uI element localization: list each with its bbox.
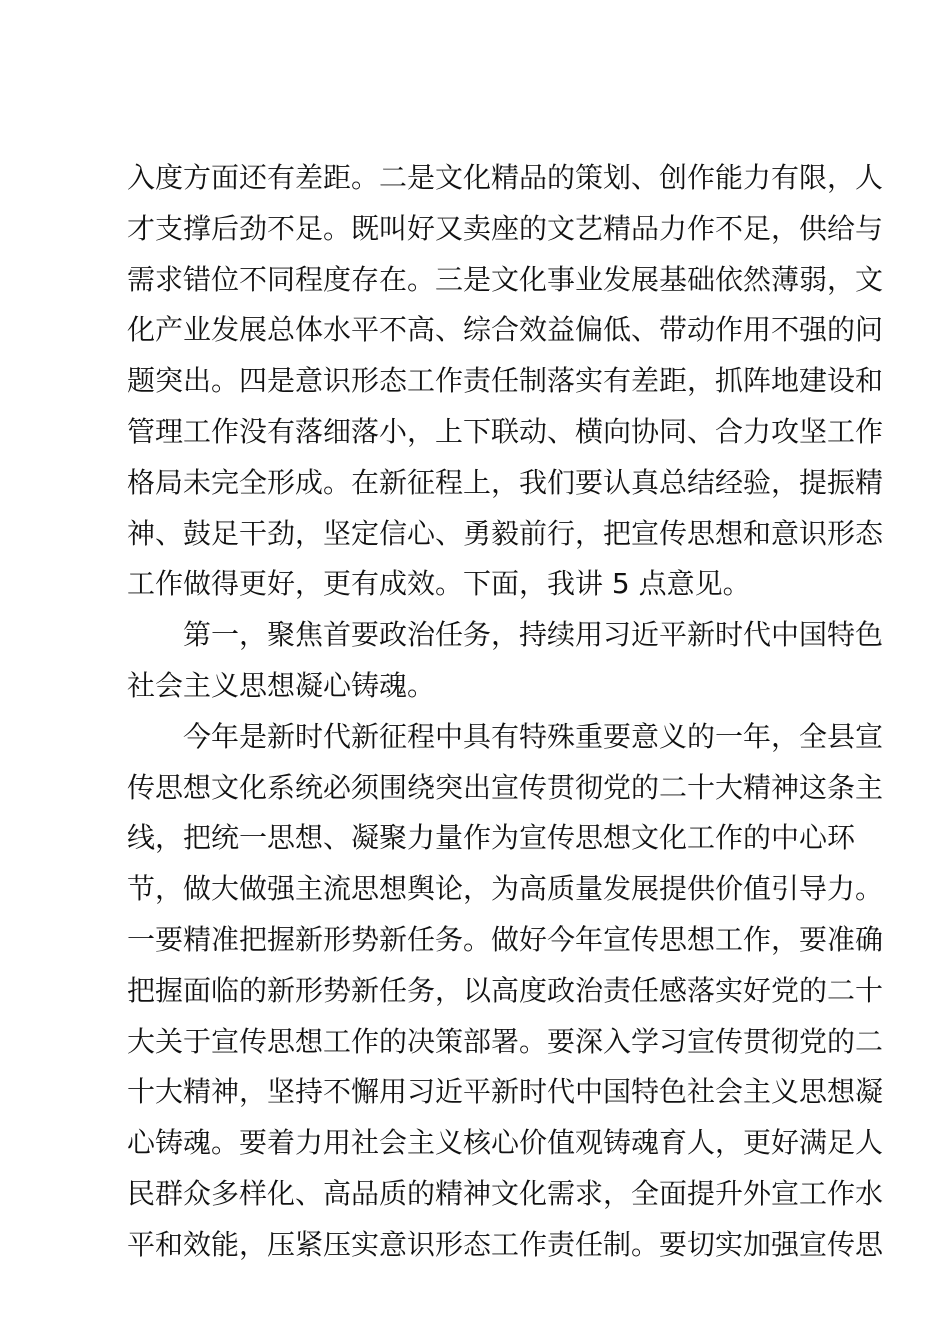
- text-line: 社会主义思想凝心铸魂。: [127, 668, 436, 702]
- text-line: 神、鼓足干劲，坚定信心、勇毅前行，把宣传思想和意识形态: [127, 516, 884, 550]
- text-line-indented: 今年是新时代新征程中具有特殊重要意义的一年，全县宣: [183, 719, 884, 753]
- text-line: 民群众多样化、高品质的精神文化需求，全面提升外宣工作水: [127, 1176, 884, 1210]
- text-line: 化产业发展总体水平不高、综合效益偏低、带动作用不强的问: [127, 313, 884, 347]
- text-line: 节，做大做强主流思想舆论，为高质量发展提供价值引导力。: [127, 872, 884, 906]
- text-line: 管理工作没有落细落小，上下联动、横向协同、合力攻坚工作: [127, 414, 884, 448]
- text-line: 大关于宣传思想工作的决策部署。要深入学习宣传贯彻党的二: [127, 1024, 884, 1058]
- text-line: 工作做得更好，更有成效。下面，我讲 5 点意见。: [127, 567, 751, 601]
- text-line: 平和效能，压紧压实意识形态工作责任制。要切实加强宣传思: [127, 1227, 884, 1261]
- text-line: 才支撑后劲不足。既叫好又卖座的文艺精品力作不足，供给与: [127, 211, 884, 245]
- text-line: 传思想文化系统必须围绕突出宣传贯彻党的二十大精神这条主: [127, 770, 884, 804]
- text-line: 线，把统一思想、凝聚力量作为宣传思想文化工作的中心环: [127, 821, 856, 855]
- text-line: 题突出。四是意识形态工作责任制落实有差距，抓阵地建设和: [127, 364, 884, 398]
- text-line: 需求错位不同程度存在。三是文化事业发展基础依然薄弱，文: [127, 262, 884, 296]
- text-line: 入度方面还有差距。二是文化精品的策划、创作能力有限，人: [127, 161, 884, 194]
- text-line: 一要精准把握新形势新任务。做好今年宣传思想工作，要准确: [127, 922, 884, 956]
- text-line: 格局未完全形成。在新征程上，我们要认真总结经验，提振精: [127, 465, 884, 499]
- text-line: 把握面临的新形势新任务，以高度政治责任感落实好党的二十: [127, 973, 884, 1007]
- text-line: 心铸魂。要着力用社会主义核心价值观铸魂育人，更好满足人: [127, 1126, 884, 1160]
- document-body: [127, 153, 884, 1271]
- text-line-indented: 第一，聚焦首要政治任务，持续用习近平新时代中国特色: [183, 618, 884, 652]
- text-line: 十大精神，坚持不懈用习近平新时代中国特色社会主义思想凝: [127, 1075, 884, 1109]
